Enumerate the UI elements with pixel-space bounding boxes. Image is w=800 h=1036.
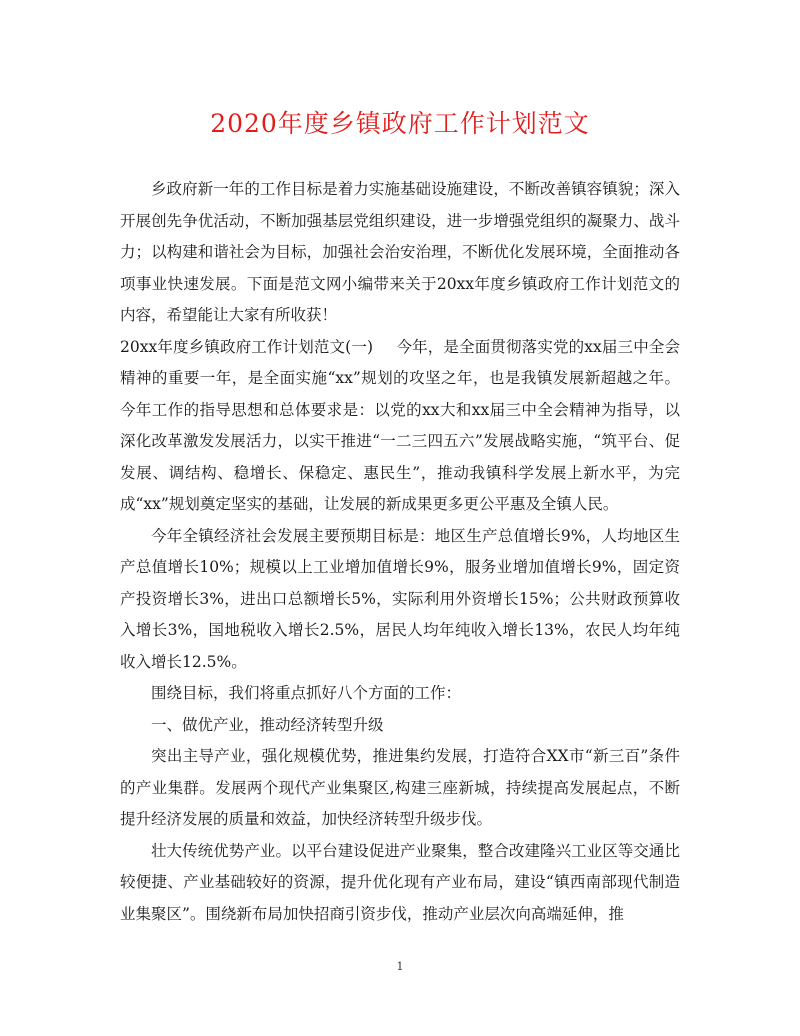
industry-paragraph: 突出主导产业，强化规模优势，推进集约发展，打造符合XX市“新三百”条件的产业集群。发展两个现代产业集聚区,构建三座新城，持续提高发展起点，不断提升经济发展的质量和效益，加快经济转型升级步伐。 (120, 747, 680, 828)
page-number: 1 (396, 960, 404, 973)
focus-paragraph: 围绕目标，我们将重点抓好八个方面的工作： (151, 684, 462, 702)
subheading-one: 一、做优产业，推动经济转型升级 (151, 715, 384, 734)
targets-paragraph: 今年全镇经济社会发展主要预期目标是：地区生产总值增长9%，人均地区生产总值增长10%；规模以上工业增加值增长9%，服务业增加值增长9%，固定资产投资增长3%，进出口总额增长5%，实际利用外资增长15%；公共财政预算收入增长3%，国地税收入增长2.5%，居民人均年纯收入增长13%，农民人均年纯收入增长12.5%。 (120, 526, 680, 671)
section-heading: 20xx年度乡镇政府工作计划范文(一) (120, 337, 374, 356)
document-body (120, 174, 680, 930)
traditional-industry-paragraph: 壮大传统优势产业。以平台建设促进产业聚集，整合改建隆兴工业区等交通比较便捷、产业基础较好的资源，提升优化现有产业布局，建设“镇西南部现代制造业集聚区”。围绕新布局加快招商引资步伐，推动产业层次向高端延伸，推 (120, 841, 680, 923)
section-paragraph (120, 332, 680, 521)
intro-paragraph: 乡政府新一年的工作目标是着力实施基础设施建设，不断改善镇容镇貌；深入开展创先争优活动，不断加强基层党组织建设，进一步增强党组织的凝聚力、战斗力；以构建和谐社会为目标，加强社会治安治理，不断优化发展环境，全面推动各项事业快速发展。下面是范文网小编带来关于20xx年度乡镇政府工作计划范文的内容，希望能让大家有所收获！ (120, 180, 680, 324)
section-first-paragraph: 今年，是全面贯彻落实党的xx届三中全会精神的重要一年，是全面实施“xx”规划的攻坚之年，也是我镇发展新超越之年。今年工作的指导思想和总体要求是：以党的xx大和xx届三中全会精神为指导，以深化改革激发发展活力，以实干推进“一二三四五六”发展战略实施，“筑平台、促发展、调结构、稳增长、保稳定、惠民生”，推动我镇科学发展上新水平，为完成“xx”规划奠定坚实的基础，让发展的新成果更多更公平惠及全镇人民。 (120, 337, 680, 513)
document-title: 2020年度乡镇政府工作计划范文 (210, 109, 590, 138)
